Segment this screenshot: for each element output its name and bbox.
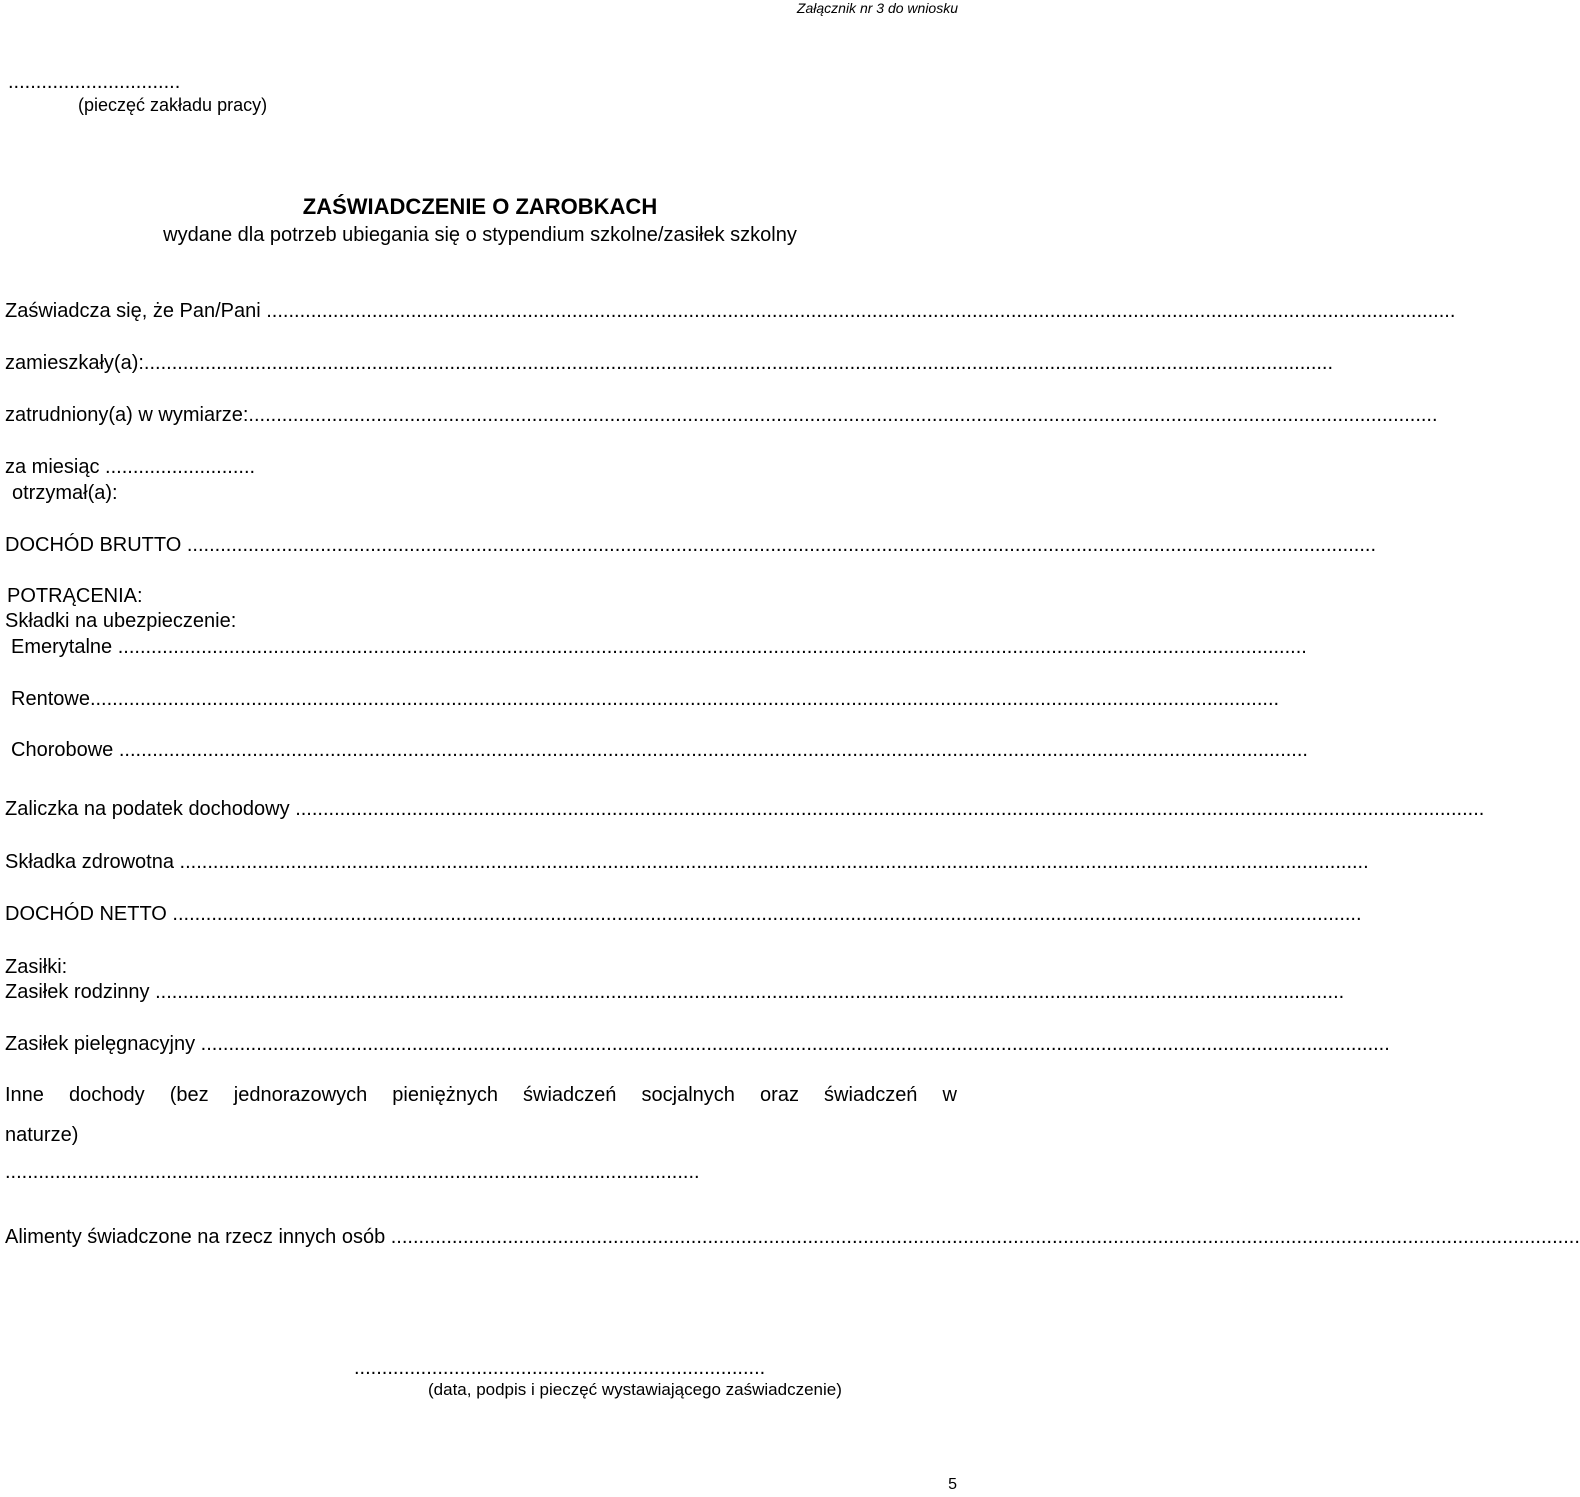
document-title: ZAŚWIADCZENIE O ZAROBKACH <box>302 194 658 219</box>
field-inne-dochody[interactable]: ............................................................................................................................. <box>5 1161 700 1183</box>
field-label: Zasiłek pielęgnacyjny <box>5 1033 196 1055</box>
field-label: Chorobowe <box>11 739 114 761</box>
signature-label: (data, podpis i pieczęć wystawiającego zaświadczenie) <box>428 1380 842 1399</box>
fill-dots: ...................................................................................................................................................................................................................... <box>295 798 1485 820</box>
fill-dots: ...................................................................................................................................................................................................................... <box>186 534 1376 556</box>
fill-dots: ........................... <box>105 456 256 478</box>
fill-dots: ...................................................................................................................................................................................................................... <box>390 1226 1580 1248</box>
stamp-dots: ............................... <box>8 71 181 93</box>
fill-dots: ...................................................................................................................................................................................................................... <box>118 739 1308 761</box>
field-chorobowe[interactable] <box>11 738 1308 762</box>
field-skladka-zdrowotna[interactable] <box>5 850 1369 874</box>
otrzymal-label: otrzymał(a): <box>12 482 118 504</box>
field-zasilek-rodzinny[interactable] <box>5 980 1345 1004</box>
field-zamieszkaly[interactable] <box>5 351 1334 375</box>
field-alimenty[interactable] <box>5 1225 1580 1249</box>
fill-dots: ...................................................................................................................................................................................................................... <box>266 300 1456 322</box>
field-label: DOCHÓD BRUTTO <box>5 534 182 556</box>
field-dochod-brutto[interactable] <box>5 533 1376 557</box>
zasilki-heading: Zasiłki: <box>5 956 68 978</box>
fill-dots: ...................................................................................................................................................................................................................... <box>200 1033 1390 1055</box>
field-dochod-netto[interactable] <box>5 902 1362 926</box>
field-label: Zaliczka na podatek dochodowy <box>5 798 290 820</box>
page-number: 5 <box>948 1476 957 1493</box>
field-za-miesiac[interactable] <box>5 455 255 479</box>
field-label: za miesiąc <box>5 456 100 478</box>
field-label: Emerytalne <box>11 636 113 658</box>
field-pan-pani[interactable] <box>5 299 1456 323</box>
field-emerytalne[interactable] <box>11 635 1307 659</box>
field-label: DOCHÓD NETTO <box>5 903 167 925</box>
field-label: zamieszkały(a): <box>5 352 144 374</box>
potracenia-heading: POTRĄCENIA: <box>7 585 143 607</box>
field-label: zatrudniony(a) w wymiarze: <box>5 404 249 426</box>
fill-dots: ...................................................................................................................................................................................................................... <box>179 851 1369 873</box>
field-zasilek-pielegnacyjny[interactable] <box>5 1032 1390 1056</box>
stamp-label: (pieczęć zakładu pracy) <box>78 95 268 115</box>
naturze-label: naturze) <box>5 1124 79 1146</box>
field-label: Rentowe <box>11 688 90 710</box>
field-zaliczka[interactable] <box>5 797 1485 821</box>
field-label: Składka zdrowotna <box>5 851 174 873</box>
field-label: Alimenty świadczone na rzecz innych osób <box>5 1226 386 1248</box>
fill-dots: ...................................................................................................................................................................................................................... <box>89 688 1280 710</box>
inne-dochody-label: Inne dochody (bez jednorazowych pieniężnych świadczeń socjalnych oraz świadczeń w <box>5 1084 957 1106</box>
fill-dots: ...................................................................................................................................................................................................................... <box>117 636 1307 658</box>
annex-label: Załącznik nr 3 do wniosku <box>796 0 958 16</box>
document-subtitle: wydane dla potrzeb ubiegania się o stypendium szkolne/zasiłek szkolny <box>163 224 797 246</box>
fill-dots: ...................................................................................................................................................................................................................... <box>143 352 1334 374</box>
signature-dots[interactable]: .......................................................................... <box>354 1357 766 1379</box>
fill-dots: ...................................................................................................................................................................................................................... <box>172 903 1362 925</box>
fill-dots: ...................................................................................................................................................................................................................... <box>155 981 1345 1003</box>
field-zatrudniony[interactable] <box>5 403 1438 427</box>
field-label: Zasiłek rodzinny <box>5 981 150 1003</box>
fill-dots: ...................................................................................................................................................................................................................... <box>248 404 1438 426</box>
field-rentowe[interactable] <box>11 687 1280 711</box>
skladki-heading: Składki na ubezpieczenie: <box>5 610 237 632</box>
field-label: Zaświadcza się, że Pan/Pani <box>5 300 261 322</box>
